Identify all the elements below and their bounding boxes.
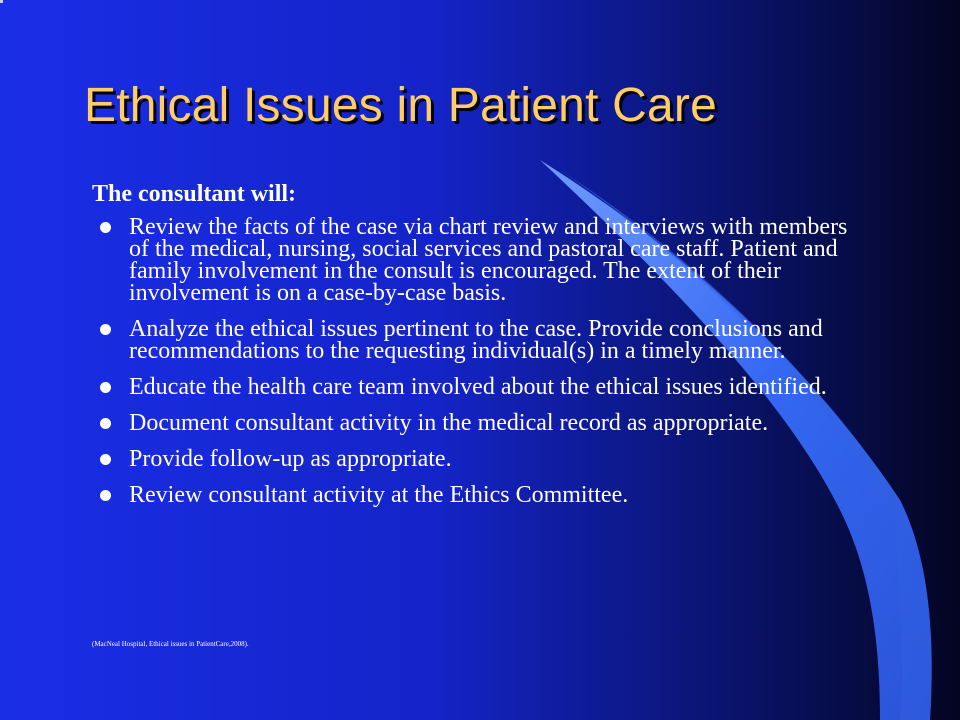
bullet-text: Provide follow-up as appropriate. [129,446,452,472]
bullet-item [92,412,852,434]
bullet-item [92,484,852,506]
bullet-item [92,448,852,470]
slide-title: Ethical Issues in Patient Care [84,79,717,132]
bullet-list [92,216,852,506]
bullet-item [92,318,852,362]
citation: (MacNeal Hospital, Ethical issues in PatientCare,2008). [92,640,249,648]
bullet-dot-icon [100,222,111,233]
bullet-dot-icon [100,490,111,501]
bullet-dot-icon [100,382,111,393]
bullet-dot-icon [100,418,111,429]
bullet-item [92,376,852,398]
bullet-dot-icon [100,324,111,335]
corner-mark [0,0,3,3]
bullet-text: Analyze the ethical issues pertinent to the case. Provide conclusions and recommendations to the requesting individual(s) in a timely manner. [129,316,823,364]
bullet-text: Educate the health care team involved about the ethical issues identified. [129,374,827,400]
bullet-text: Review the facts of the case via chart review and interviews with members of the medical, nursing, social services and pastoral care staff. Patient and family involvement in the consult is encouraged. The extent of their involvement is on a case-by-case basis. [129,214,848,306]
bullet-text: Document consultant activity in the medical record as appropriate. [129,410,769,436]
bullet-dot-icon [100,454,111,465]
slide-body [92,180,852,520]
bullet-text: Review consultant activity at the Ethics Committee. [129,482,629,508]
bullet-item [92,216,852,304]
intro-text: The consultant will: [92,181,297,207]
